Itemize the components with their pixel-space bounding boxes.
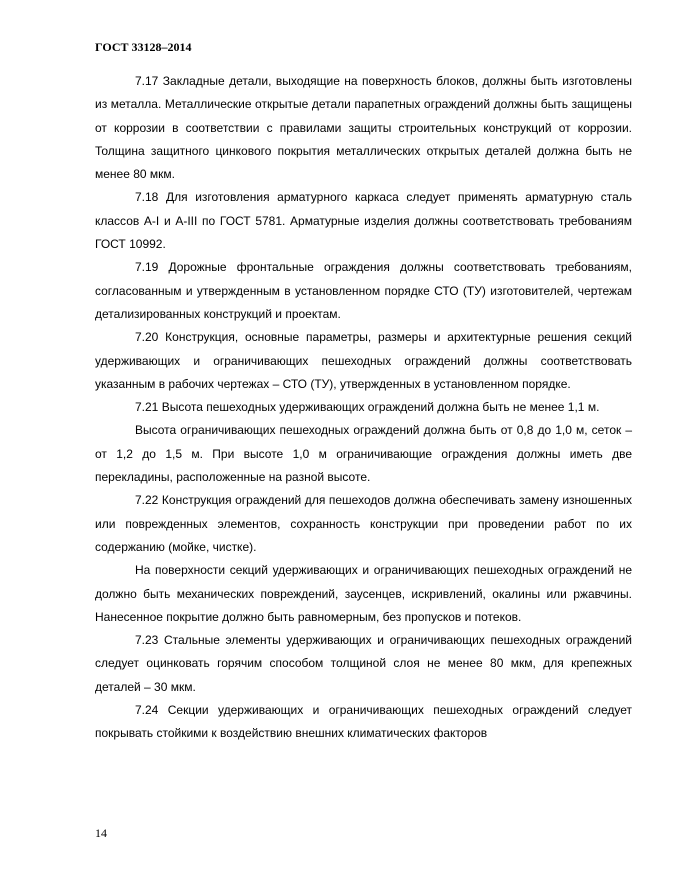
document-code-header: ГОСТ 33128–2014 bbox=[95, 40, 192, 54]
document-body bbox=[95, 70, 632, 746]
paragraph-7-19: 7.19 Дорожные фронтальные ограждения должны соответствовать требованиям, согласованным и утвержденным в установленном порядке СТО (ТУ) изготовителей, чертежам детализированных конструкций и проектам. bbox=[95, 260, 632, 321]
paragraph-7-23: 7.23 Стальные элементы удерживающих и ограничивающих пешеходных ограждений следует оцинковать горячим способом толщиной слоя не менее 80 мкм, для крепежных деталей – 30 мкм. bbox=[95, 633, 632, 694]
paragraph-7-18: 7.18 Для изготовления арматурного каркаса следует применять арматурную сталь классов А-I и А-III по ГОСТ 5781. Арматурные изделия должны соответствовать требованиям ГОСТ 10992. bbox=[95, 190, 632, 252]
page-number: 14 bbox=[95, 826, 107, 840]
paragraph-7-21-height: Высота ограничивающих пешеходных ограждений должна быть от 0,8 до 1,0 м, сеток – от 1,2 до 1,5 м. При высоте 1,0 м ограничивающие ограждения должны иметь две перекладины, расположенные на разной высоте. bbox=[95, 423, 632, 485]
paragraph-7-24: 7.24 Секции удерживающих и ограничивающих пешеходных ограждений следует покрывать стойкими к воздействию внешних климатических факторов bbox=[95, 703, 632, 741]
paragraph-7-17: 7.17 Закладные детали, выходящие на поверхность блоков, должны быть изготовлены из металла. Металлические открытые детали парапетных ограждений должны быть защищены от коррозии в соответствии с правилами защиты строительных конструкций от коррозии. Толщина защитного цинкового покрытия металлических открытых деталей должна быть не менее 80 мкм. bbox=[95, 74, 632, 182]
paragraph-7-22: 7.22 Конструкция ограждений для пешеходов должна обеспечивать замену изношенных или поврежденных элементов, сохранность конструкции при проведении работ по их содержанию (мойке, чистке). bbox=[95, 493, 632, 554]
paragraph-7-22-surface: На поверхности секций удерживающих и ограничивающих пешеходных ограждений не должно быть механических повреждений, заусенцев, искривлений, окалины или ржавчины. Нанесенное покрытие должно быть равномерным, без пропусков и потеков. bbox=[95, 563, 632, 624]
paragraph-7-21: 7.21 Высота пешеходных удерживающих ограждений должна быть не менее 1,1 м. bbox=[135, 400, 600, 415]
paragraph-7-20: 7.20 Конструкция, основные параметры, размеры и архитектурные решения секций удерживающих и ограничивающих пешеходных ограждений должны соответствовать указанным в рабочих чертежах – СТО (ТУ), утвержденных в установленном порядке. bbox=[95, 330, 632, 391]
